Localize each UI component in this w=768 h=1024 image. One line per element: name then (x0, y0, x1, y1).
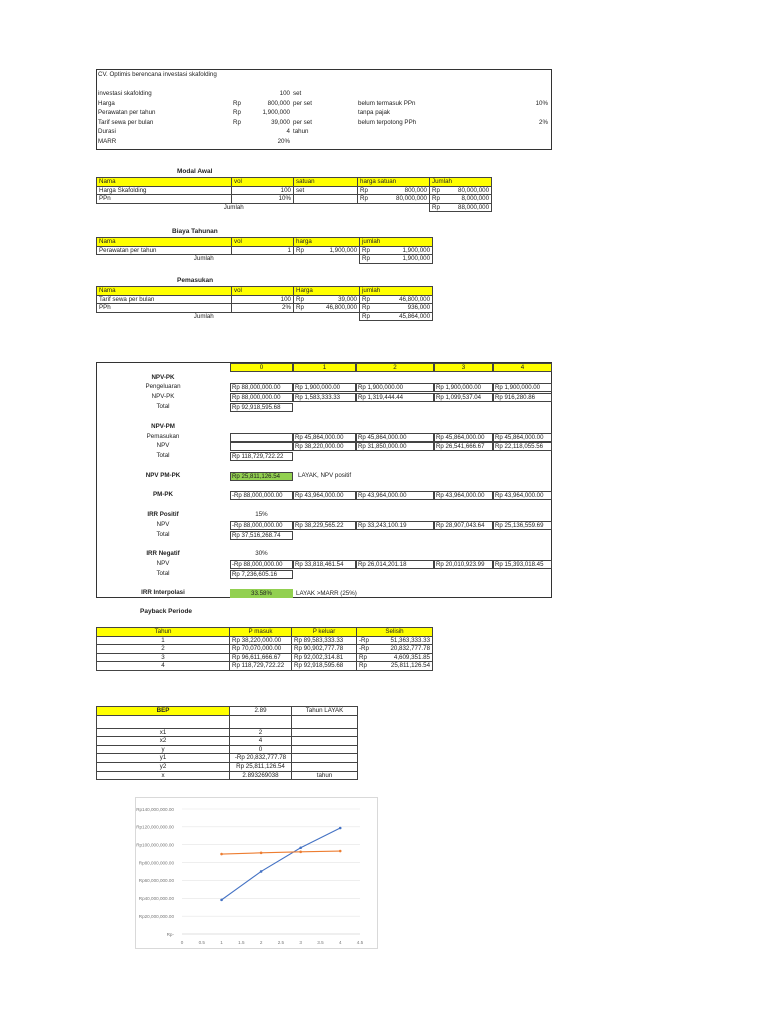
cell: Perawatan per tahun (97, 246, 232, 255)
cell: x2 (97, 737, 230, 746)
cell (292, 754, 358, 763)
header-value: 1,900,000 (262, 109, 290, 117)
pm-pk-cell: Rp 43,964,000.00 (493, 491, 552, 500)
year-header: 1 (293, 363, 356, 372)
cell: Rp (430, 195, 444, 204)
irr-interpolasi-label: IRR Interpolasi (141, 589, 185, 596)
npv-pm-cell: Rp 26,541,666.67 (434, 442, 493, 451)
cell: 1 (232, 246, 294, 255)
pk-total: Rp 92,918,595.68 (230, 403, 293, 412)
irr-positif-cell: Rp 33,243,100.19 (356, 521, 434, 530)
total-value: 88,000,000 (444, 203, 492, 212)
cell: Rp (294, 304, 308, 313)
biaya-tahunan-table (96, 237, 433, 264)
cell: 4,609,351.85 (371, 653, 433, 662)
cell: Rp 90,902,777.78 (292, 645, 357, 654)
cell: 46,800,000 (308, 304, 360, 313)
cell: Rp (360, 295, 374, 304)
table-row (97, 195, 492, 204)
cell: Rp (430, 203, 444, 212)
cell: Rp 89,583,333.33 (292, 636, 357, 645)
table-row (97, 662, 433, 671)
cell: 80,000,000 (444, 186, 492, 195)
y-tick-label: Rp80,000,000.00 (138, 860, 174, 866)
pm-total: Rp 118,729,722.22 (230, 452, 293, 461)
x-tick-label: 2 (259, 940, 263, 945)
cell: Rp (360, 255, 374, 264)
npv-pk-cell: Rp 1,319,444.44 (356, 393, 434, 402)
pemasukan-table (96, 286, 433, 321)
cell: Harga Skafolding (97, 186, 232, 195)
header-label: Durasi (98, 128, 116, 136)
cell: 8,000,000 (444, 195, 492, 204)
cell: Rp 38,220,000.00 (230, 636, 292, 645)
x-tick-label: 1 (220, 940, 223, 945)
cell: 0 (230, 745, 292, 754)
total-label: Jumlah (193, 255, 214, 263)
table-row (97, 645, 433, 654)
col-header: Nama (97, 238, 232, 247)
pemasukan-title: Pemasukan (177, 277, 214, 284)
cell: 800,000 (374, 186, 430, 195)
col-header: satuan (294, 178, 358, 187)
npv-pm-pk-label: NPV PM-PK (145, 472, 181, 479)
pemasukan-cell: Rp 45,864,000.00 (356, 433, 434, 442)
cell: -Rp (357, 645, 371, 654)
cell (292, 745, 358, 754)
cell: Rp (360, 304, 374, 313)
cell: y2 (97, 762, 230, 771)
col-header: vol (232, 238, 294, 247)
y-tick-label: Rp20,000,000.00 (138, 913, 174, 919)
table-row (97, 246, 433, 255)
pm-pk-cell: Rp 43,964,000.00 (356, 491, 434, 500)
bep-label: BEP (97, 707, 230, 716)
header-note: tanpa pajak (358, 109, 390, 117)
cell: 2% (232, 304, 294, 313)
header-unit: per set (293, 118, 312, 126)
cell: Rp (357, 653, 371, 662)
x-tick-label: 3.5 (317, 940, 324, 945)
header-value: 20% (277, 138, 290, 145)
col-header: Harga (294, 287, 360, 296)
cell: 1,900,000 (308, 246, 360, 255)
bep-note: Tahun LAYAK (292, 707, 358, 716)
header-label: investasi skafolding (98, 90, 152, 97)
table-row (97, 771, 358, 780)
cell: tahun (292, 771, 358, 780)
pengeluaran-cell: Rp 1,900,000.00 (293, 383, 356, 392)
irr-positif-rate: 15% (255, 511, 268, 518)
table-row (97, 728, 358, 737)
cell: 2.893269038 (230, 771, 292, 780)
header-value: 100 (279, 90, 290, 97)
table-row (97, 636, 433, 645)
modal-awal-title: Modal Awal (177, 168, 213, 175)
col-header: jumlah (360, 287, 433, 296)
bep-value: 2.89 (230, 707, 292, 716)
header-label: Harga (98, 99, 115, 107)
header-value: 800,000 (267, 99, 290, 107)
modal-awal-table (96, 177, 492, 212)
cell (292, 737, 358, 746)
pengeluaran-cell: Rp 1,900,000.00 (356, 383, 434, 392)
cell: Rp 118,729,722.22 (230, 662, 292, 671)
cell: -Rp 20,832,777.78 (230, 754, 292, 763)
pengeluaran-label: Pengeluaran (145, 383, 181, 390)
header-unit: set (293, 90, 302, 97)
header-currency: Rp (233, 109, 241, 117)
cell: Rp 92,002,314.81 (292, 653, 357, 662)
cell: 46,800,000 (374, 295, 433, 304)
npv-pk-cell: Rp 916,280.86 (493, 393, 552, 402)
pengeluaran-cell: Rp 88,000,000.00 (230, 383, 293, 392)
npv-pk-cell: Rp 88,000,000.00 (230, 393, 293, 402)
irr-negatif-total: Rp 7,236,605.16 (230, 570, 293, 579)
x-tick-label: 0.5 (198, 940, 205, 945)
header-percent: 10% (535, 99, 548, 107)
pm-pk-cell: -Rp 88,000,000.00 (230, 491, 293, 500)
npv-pm-pk-note: LAYAK, NPV positif (298, 472, 352, 479)
irr-negatif-npv-label: NPV (156, 560, 170, 567)
irr-negatif-label: IRR Negatif (146, 550, 180, 557)
header-label: Perawatan per tahun (98, 109, 156, 117)
col-header: Jumlah (430, 178, 492, 187)
cell: 100 (232, 186, 294, 195)
cell: Rp 96,611,666.67 (230, 653, 292, 662)
cell: Rp (358, 195, 374, 204)
pengeluaran-cell: Rp 1,900,000.00 (493, 383, 552, 392)
bep-table (96, 706, 358, 780)
y-tick-label: Rp60,000,000.00 (138, 878, 174, 884)
cell: x (97, 771, 230, 780)
header-note: belum terpotong PPh (358, 118, 417, 126)
cell (292, 762, 358, 771)
x-tick-label: 3 (299, 940, 302, 945)
pm-total-label: Total (156, 452, 170, 459)
total-label: Jumlah (193, 313, 214, 321)
cell: y1 (97, 754, 230, 763)
npv-pm-cell: Rp 38,220,000.00 (293, 442, 356, 451)
irr-positif-cell: -Rp 88,000,000.00 (230, 521, 293, 530)
y-tick-label: Rp120,000,000.00 (136, 824, 174, 830)
irr-negatif-cell: Rp 20,010,923.99 (434, 560, 493, 569)
npv-pk-title: NPV-PK (151, 374, 175, 381)
npv-pk-cell: Rp 1,583,333.33 (293, 393, 356, 402)
header-currency: Rp (233, 99, 241, 107)
npv-pk-cell: Rp 1,099,537.04 (434, 393, 493, 402)
irr-negatif-total-label: Total (156, 570, 170, 577)
payback-table (96, 627, 433, 671)
col-header: jumlah (360, 238, 433, 247)
cell: y (97, 745, 230, 754)
cell: Rp 70,070,000.00 (230, 645, 292, 654)
col-header: P keluar (292, 628, 357, 637)
npv-pm-cell: Rp 22,118,055.56 (493, 442, 552, 451)
cell: Rp (294, 246, 308, 255)
irr-positif-total: Rp 37,516,268.74 (230, 531, 293, 540)
pemasukan-cell: Rp 45,864,000.00 (434, 433, 493, 442)
col-header: Nama (97, 287, 232, 296)
cell: set (294, 186, 358, 195)
table-row (97, 737, 358, 746)
header-currency: Rp (233, 118, 241, 126)
pm-pk-label: PM-PK (153, 491, 173, 498)
npv-pm-label: NPV (156, 442, 170, 449)
cell: 80,000,000 (374, 195, 430, 204)
pemasukan-cell: Rp 45,864,000.00 (493, 433, 552, 442)
y-tick-label: Rp100,000,000.00 (136, 842, 174, 848)
cell: 1 (97, 636, 230, 645)
pm-pk-cell: Rp 43,964,000.00 (293, 491, 356, 500)
irr-positif-cell: Rp 38,229,565.22 (293, 521, 356, 530)
y-tick-label: Rp40,000,000.00 (138, 896, 174, 902)
cell: 4 (97, 662, 230, 671)
cell: Rp 92,918,595.68 (292, 662, 357, 671)
cell (294, 195, 358, 204)
col-header: harga (294, 238, 360, 247)
year-header: 3 (434, 363, 493, 372)
cell: 100 (232, 295, 294, 304)
cell: 936,000 (374, 304, 433, 313)
cell: 39,000 (308, 295, 360, 304)
cell: Rp (357, 662, 371, 671)
cell (292, 728, 358, 737)
col-header: Tahun (97, 628, 230, 637)
pm-pk-cell: Rp 43,964,000.00 (434, 491, 493, 500)
irr-negatif-cell: Rp 15,393,018.45 (493, 560, 552, 569)
irr-positif-cell: Rp 28,907,043.64 (434, 521, 493, 530)
y-tick-label: Rp- (166, 931, 174, 937)
irr-positif-cell: Rp 25,136,559.69 (493, 521, 552, 530)
year-header: 0 (230, 363, 293, 372)
npv-pm-pk-value: Rp 25,811,126.54 (230, 472, 293, 481)
table-row (97, 754, 358, 763)
irr-negatif-cell: Rp 33,818,461.54 (293, 560, 356, 569)
pemasukan-cell: Rp 45,864,000.00 (293, 433, 356, 442)
cell: PPh (97, 304, 232, 313)
x-tick-label: 2.5 (277, 940, 285, 945)
irr-positif-label: IRR Positif (147, 511, 179, 518)
irr-interpolasi-note: LAYAK >MARR (25%) (296, 590, 357, 597)
irr-negatif-rate: 30% (255, 550, 268, 557)
cell: 2 (97, 645, 230, 654)
col-header: vol (232, 178, 294, 187)
cell: x1 (97, 728, 230, 737)
cell: 10% (232, 195, 294, 204)
cell: Rp (358, 186, 374, 195)
header-title: CV. Optimis berencana investasi skafolding (98, 71, 217, 78)
col-header: Nama (97, 178, 232, 187)
cell: Rp (430, 186, 444, 195)
col-header: Selisih (357, 628, 433, 637)
cell: Rp (294, 295, 308, 304)
cell: Rp 25,811,126.54 (230, 762, 292, 771)
cell: 3 (97, 653, 230, 662)
col-header: harga satuan (358, 178, 430, 187)
x-tick-label: 1.5 (238, 940, 245, 945)
chart-frame (135, 797, 378, 949)
cell: -Rp (357, 636, 371, 645)
biaya-tahunan-title: Biaya Tahunan (172, 228, 218, 235)
col-header: vol (232, 287, 294, 296)
table-row (97, 186, 492, 195)
cell: PPn (97, 195, 232, 204)
table-row (97, 745, 358, 754)
total-label: Jumlah (223, 204, 244, 212)
cell: 51,363,333.33 (371, 636, 433, 645)
header-label: MARR (98, 138, 117, 145)
pemasukan-cell (230, 433, 293, 442)
x-tick-label: 0 (180, 940, 184, 945)
header-value: 39,000 (271, 118, 290, 126)
cell: Rp (360, 312, 374, 321)
cell: 20,832,777.78 (371, 645, 433, 654)
pengeluaran-cell: Rp 1,900,000.00 (434, 383, 493, 392)
table-row (97, 295, 433, 304)
table-row (97, 653, 433, 662)
x-tick-label: 4.5 (356, 940, 364, 945)
table-row (97, 304, 433, 313)
total-value: 1,900,000 (374, 255, 433, 264)
x-tick-label: 4 (338, 940, 342, 945)
header-unit: tahun (293, 128, 309, 136)
header-percent: 2% (539, 118, 548, 126)
cell: 2 (230, 728, 292, 737)
irr-positif-npv-label: NPV (156, 521, 170, 528)
cell: Rp (360, 246, 374, 255)
col-header: P masuk (230, 628, 292, 637)
irr-positif-total-label: Total (156, 531, 170, 538)
cell: 1,900,000 (374, 246, 433, 255)
npv-pm-cell (230, 442, 293, 451)
header-unit: per set (293, 99, 312, 107)
irr-negatif-cell: Rp 26,014,201.18 (356, 560, 434, 569)
header-value: 4 (286, 128, 290, 136)
year-header: 4 (493, 363, 552, 372)
payback-title: Payback Periode (140, 608, 193, 615)
npv-pm-title: NPV-PM (151, 423, 175, 430)
cell: 4 (230, 737, 292, 746)
irr-negatif-cell: -Rp 88,000,000.00 (230, 560, 293, 569)
year-header: 2 (356, 363, 434, 372)
total-value: 45,864,000 (374, 312, 433, 321)
header-label: Tarif sewa per bulan (98, 118, 154, 126)
irr-interpolasi-value: 33.58% (230, 589, 293, 598)
cell: Tarif sewa per bulan (97, 295, 232, 304)
pemasukan-label: Pemasukan (146, 433, 180, 440)
table-row (97, 762, 358, 771)
npv-pk-label: NPV-PK (151, 393, 175, 400)
npv-pm-cell: Rp 31,850,000.00 (356, 442, 434, 451)
header-block (96, 69, 552, 150)
cell: 25,811,126.54 (371, 662, 433, 671)
y-tick-label: Rp140,000,000.00 (136, 806, 174, 812)
pk-total-label: Total (156, 403, 170, 410)
header-note: belum termasuk PPn (358, 99, 416, 107)
